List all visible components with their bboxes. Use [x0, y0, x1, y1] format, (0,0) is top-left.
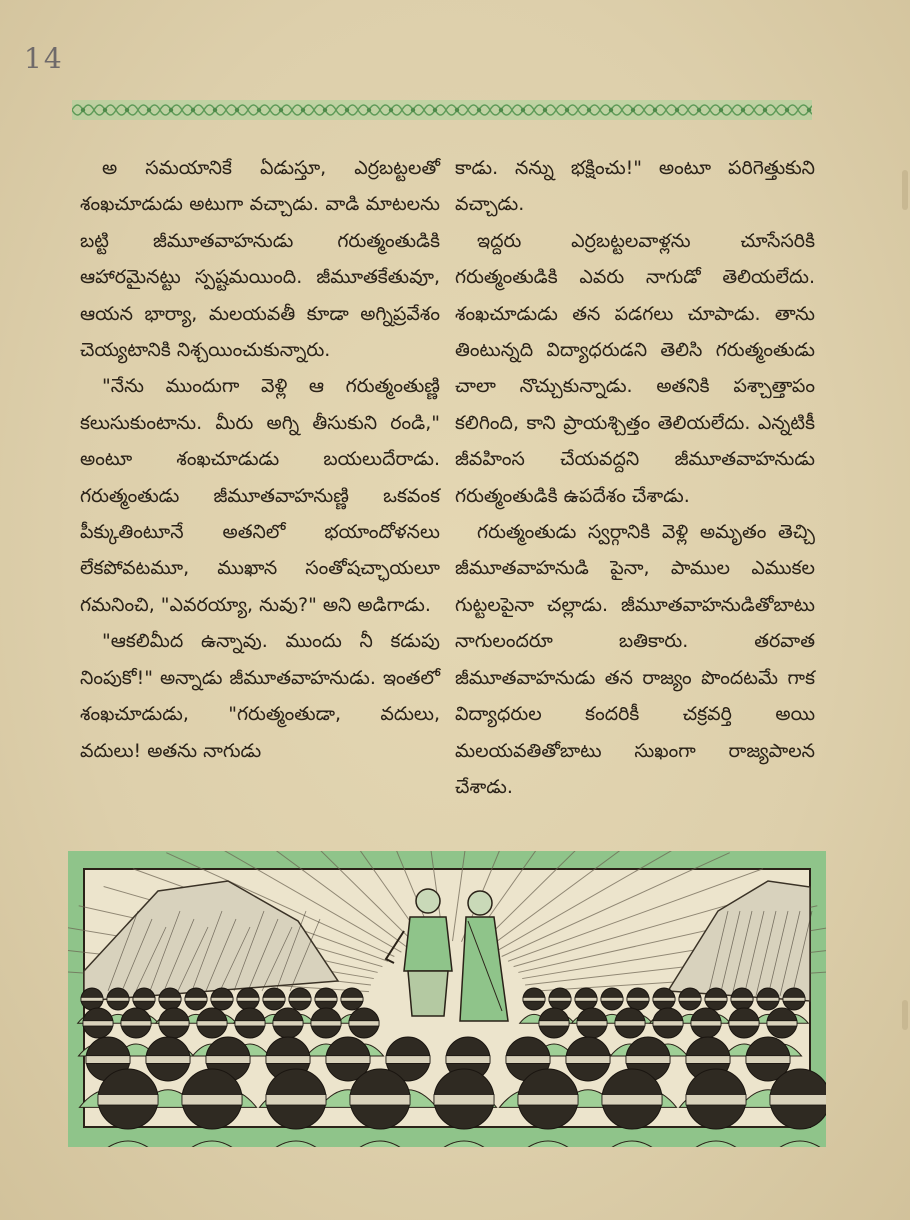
divider-dot	[543, 108, 547, 112]
divider-dot	[675, 108, 679, 112]
paper-edge-mark	[902, 1000, 908, 1030]
divider-dot	[103, 108, 107, 112]
divider-dot	[521, 108, 525, 112]
divider-dot	[565, 108, 569, 112]
divider-dot	[741, 108, 745, 112]
divider-dot	[433, 108, 437, 112]
divider-dot	[763, 108, 767, 112]
divider-dot	[213, 108, 217, 112]
divider-dot	[609, 108, 613, 112]
left-text-column	[80, 150, 440, 769]
divider-dot	[455, 108, 459, 112]
paragraph: "ఆకలిమీద ఉన్నావు. ముందు నీ కడుపు నింపుకో!" అన్నాడు జీమూతవాహనుడు. ఇంతలో శంఖచూడుడు, "గరుత్మంతుడా, వదులు, వదులు! అతను నాగుడు	[80, 630, 440, 762]
divider-dot	[279, 108, 283, 112]
divider-dot	[697, 108, 701, 112]
divider-dot	[257, 108, 261, 112]
divider-dot	[345, 108, 349, 112]
divider-dot	[719, 108, 723, 112]
divider-dot	[477, 108, 481, 112]
divider-dot	[653, 108, 657, 112]
divider-dot	[631, 108, 635, 112]
page-number: 14	[24, 42, 64, 75]
divider-dot	[169, 108, 173, 112]
divider-dot	[191, 108, 195, 112]
paragraph: "నేను ముందుగా వెళ్లి ఆ గరుత్మంతుణ్ణి కలుసుకుంటాను. మీరు అగ్ని తీసుకుని రండి," అంటూ శంఖచూడుడు బయలుదేరాడు. గరుత్మంతుడు జీమూతవాహనుణ్ణి ఒకవంక పీక్కుతింటూనే అతనిలో భయాందోళనలు లేకపోవటమూ, ముఖాన సంతోషచ్ఛాయలూ గమనించి, "ఎవరయ్యా, నువు?" అని అడిగాడు.	[80, 375, 440, 616]
divider-dot	[147, 108, 151, 112]
divider-dot	[81, 108, 85, 112]
divider-dot	[785, 108, 789, 112]
divider-dot	[367, 108, 371, 112]
paragraph: కాడు. నన్ను భక్షించు!" అంటూ పరిగెత్తుకుని వచ్చాడు.	[455, 157, 815, 216]
paper-edge-mark	[902, 170, 908, 210]
divider-dot	[235, 108, 239, 112]
paragraph: అ సమయానికే ఏడుస్తూ, ఎర్రబట్టలతో శంఖచూడుడు అటుగా వచ్చాడు. వాడి మాటలను బట్టి జీమూతవాహనుడు గరుత్మంతుడికి ఆహారమైనట్టు స్పష్టమయింది. జీమూతకేతువూ, ఆయన భార్యా, మలయవతీ కూడా అగ్నిప్రవేశం చెయ్యటానికి నిశ్చయించుకున్నారు.	[80, 157, 440, 362]
ornamental-divider	[72, 98, 812, 122]
divider-dot	[807, 108, 811, 112]
divider-dot	[411, 108, 415, 112]
divider-dot	[323, 108, 327, 112]
right-text-column	[455, 150, 815, 805]
divider-dot	[125, 108, 129, 112]
divider-dot	[301, 108, 305, 112]
paragraph: గరుత్మంతుడు స్వర్గానికి వెళ్లి అమృతం తెచ్చి జీమూతవాహనుడి పైనా, పాముల ఎముకల గుట్టలపైనా చల్లాడు. జీమూతవాహనుడితోబాటు నాగులందరూ బతికారు. తరవాత జీమూతవాహనుడు తన రాజ్యం పొందటమే గాక విద్యాధరుల కందరికీ చక్రవర్తి అయి మలయవతితోబాటు సుఖంగా రాజ్యపాలన చేశాడు.	[455, 521, 815, 798]
divider-dot	[389, 108, 393, 112]
divider-dot	[499, 108, 503, 112]
story-illustration	[68, 851, 826, 1147]
paragraph: ఇద్దరు ఎర్రబట్టలవాళ్లను చూసేసరికి గరుత్మంతుడికి ఎవరు నాగుడో తెలియలేదు. శంఖచూడుడు తన పడగలు చూపాడు. తాను తింటున్నది విద్యాధరుడని తెలిసి గరుత్మంతుడు చాలా నొచ్చుకున్నాడు. అతనికి పశ్చాత్తాపం కలిగింది, కాని ప్రాయశ్చిత్తం తెలియలేదు. ఎన్నటికీ జీవహింస చేయవద్దని జీమూతవాహనుడు గరుత్మంతుడికి ఉపదేశం చేశాడు.	[455, 229, 815, 507]
divider-dot	[587, 108, 591, 112]
